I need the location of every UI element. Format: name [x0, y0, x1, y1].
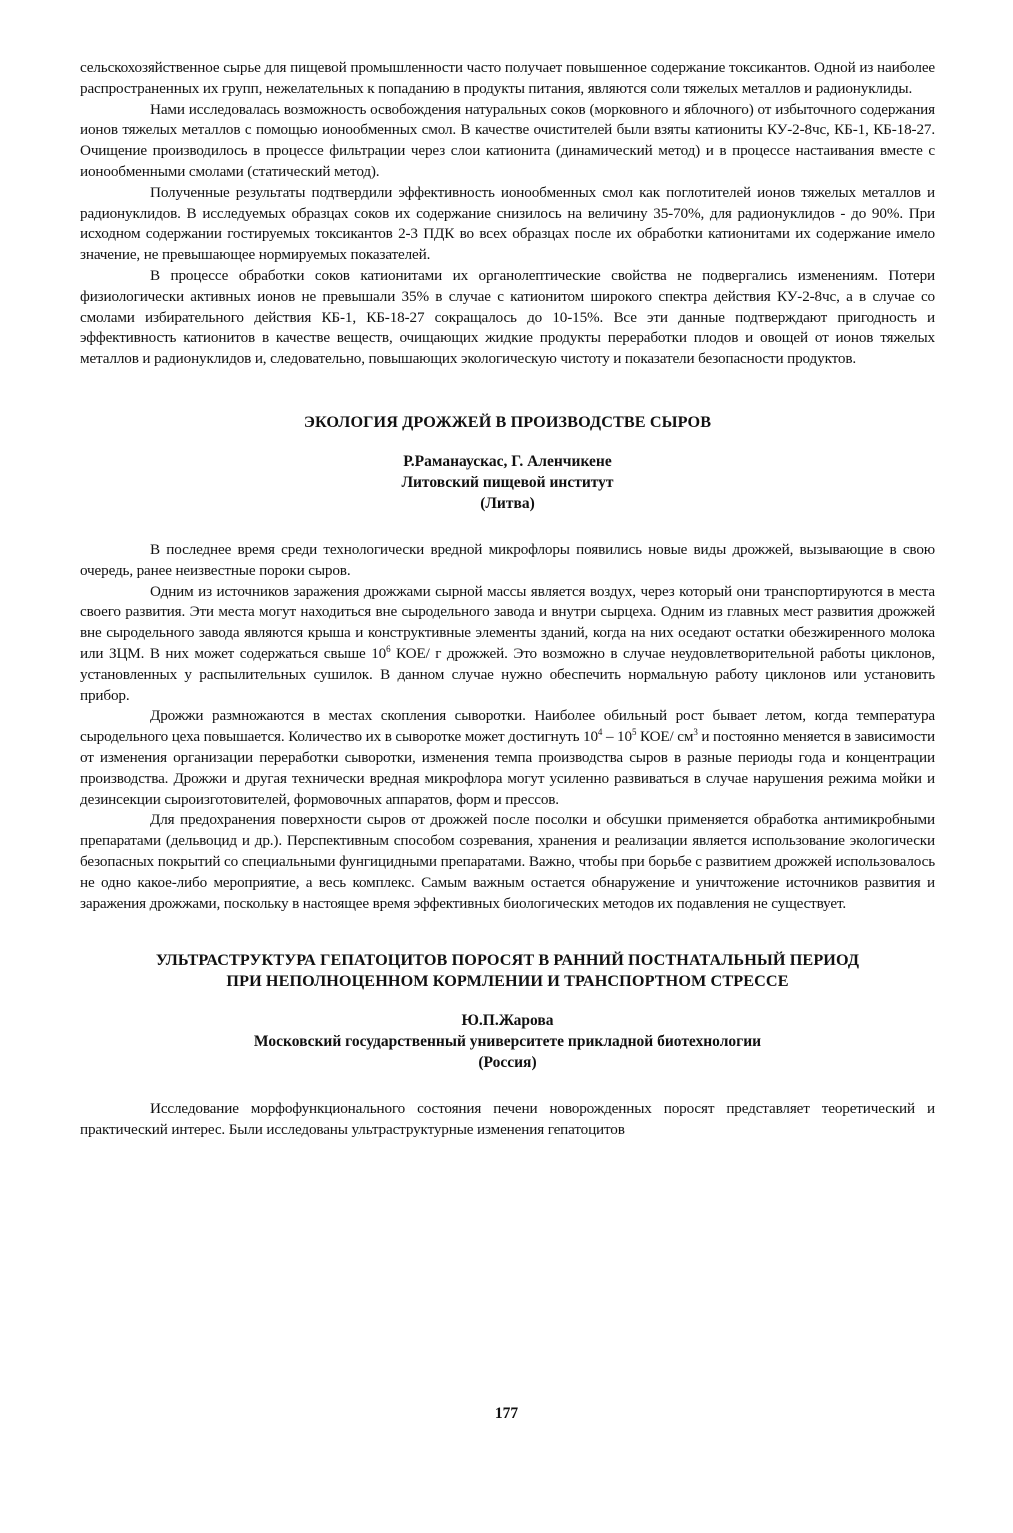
article-author: Ю.П.Жарова — [461, 1012, 554, 1030]
article-country: (Россия) — [478, 1054, 537, 1072]
paragraph: Дрожжи размножаются в местах скопления сыворотки. Наиболее обильный рост бывает летом, когда температура сыродельного цеха повышается. Количество их в сыворотке может достигнуть $10^4 - 10^5$ КОЕ/ $см^3$ и постоянно меняется в зависимости от изменения организации переработки сыворотки, изменения темпа производства сыров в разные периоды года и концентрации производства. Дрожжи и другая технически вредная микрофлора могут усиленно развиваться в случае нарушения режима мойки и дезинсекции сыроизготовителей, формовочных аппаратов, форм и прессов. — [80, 707, 935, 808]
paragraph: Одним из источников заражения дрожжами сырной массы является воздух, через который они транспортируются в места своего развития. Эти места могут находиться вне сыродельного завода и внутри сырцеха. Одним из главных мест развития дрожжей вне сыродельного завода являются крыша и конструктивные элементы зданий, когда на них оседают остатки обезжиренного молока или ЗЦМ. В них может содержаться свыше $10^6$ КОЕ/ г дрожжей. Это возможно в случае неудовлетворительной работы циклонов, установленных у распылительных сушилок. В данном случае нужно обеспечить нормальную работу циклонов или установить прибор. — [80, 582, 935, 704]
article-title-line-1: УЛЬТРАСТРУКТУРА ГЕПАТОЦИТОВ ПОРОСЯТ В РАННИЙ ПОСТНАТАЛЬНЫЙ ПЕРИОД — [155, 951, 860, 970]
article-institution: Литовский пищевой институт — [401, 473, 614, 491]
paragraph: В процессе обработки соков катионитами их органолептические свойства не подвергались изменениям. Потери физиологически активных ионов не превышали 35% в случае с катионитом широкого спектра действия КУ-2-8чс, а в случае со смолами избирательного действия КБ-1, КБ-18-27 сокращалось до 10-15%. Все эти данные подтверждают пригодность и эффективность катионитов в качестве веществ, очищающих жидкие продукты переработки плодов и овощей от ионов тяжелых металлов и радионуклидов и, следовательно, повышающих экологическую чистоту и показатели безопасности продуктов. — [80, 266, 935, 368]
article-institution: Московский государственный университете прикладной биотехнологии — [253, 1033, 762, 1051]
paragraph: В последнее время среди технологически вредной микрофлоры появились новые виды дрожжей, вызывающие в свою очередь, ранее неизвестные пороки сыров. — [80, 540, 935, 579]
article-continuation — [80, 58, 935, 370]
article-title-line-2: ПРИ НЕПОЛНОЦЕННОМ КОРМЛЕНИИ И ТРАНСПОРТНОМ СТРЕССЕ — [226, 972, 789, 991]
article-country: (Литва) — [480, 494, 535, 512]
page-number: 177 — [494, 1405, 519, 1422]
paragraph: сельскохозяйственное сырье для пищевой промышленности часто получает повышенное содержание токсикантов. Одной из наиболее распространенных их групп, нежелательных к попаданию в продукты питания, являются соли тяжелых металлов и радионуклиды. — [80, 59, 935, 97]
article-hepatocytes — [80, 950, 935, 1141]
article-title: ЭКОЛОГИЯ ДРОЖЖЕЙ В ПРОИЗВОДСТВЕ СЫРОВ — [303, 412, 712, 431]
article-authors: Р.Раманаускас, Г. Аленчикене — [403, 452, 612, 470]
paragraph: Полученные результаты подтвердили эффективность ионообменных смол как поглотителей ионов тяжелых металлов и радионуклидов. В исследуемых образцах соков их содержание снизилось на величину 35-70%, для радионуклидов - до 90%. При исходном содержании гостируемых токсикантов 2-3 ПДК во всех образцах после их обработки катионитами их содержание имело значение, не превышающее нормируемых показателей. — [80, 183, 935, 264]
article-yeast-ecology — [80, 412, 935, 914]
paragraph: Для предохранения поверхности сыров от дрожжей после посолки и обсушки применяется обработка антимикробными препаратами (дельвоцид и др.). Перспективным способом созревания, хранения и реализации является использование экологически безопасных покрытий со специальными фунгицидными препаратами. Важно, чтобы при борьбе с развитием дрожжей использовалось не одно какое-либо мероприятие, а весь комплекс. Самым важным остается обнаружение и уничтожение источников развития и заражения дрожжами, поскольку в настоящее время эффективных биологических методов их подавления не существует. — [80, 811, 935, 912]
paragraph: Нами исследовалась возможность освобождения натуральных соков (морковного и яблочного) от избыточного содержания ионов тяжелых металлов с помощью ионообменных смол. В качестве очистителей были взяты катиониты КУ-2-8чс, КБ-1, КБ-18-27. Очищение производилось в процессе фильтрации через слои катионита (динамический метод) и в процессе настаивания вместе с ионообменными смолами (статический метод). — [80, 100, 935, 180]
paragraph: Исследование морфофункционального состояния печени новорожденных поросят представляет теоретический и практический интерес. Были исследованы ультраструктурные изменения гепатоцитов — [80, 1100, 935, 1139]
